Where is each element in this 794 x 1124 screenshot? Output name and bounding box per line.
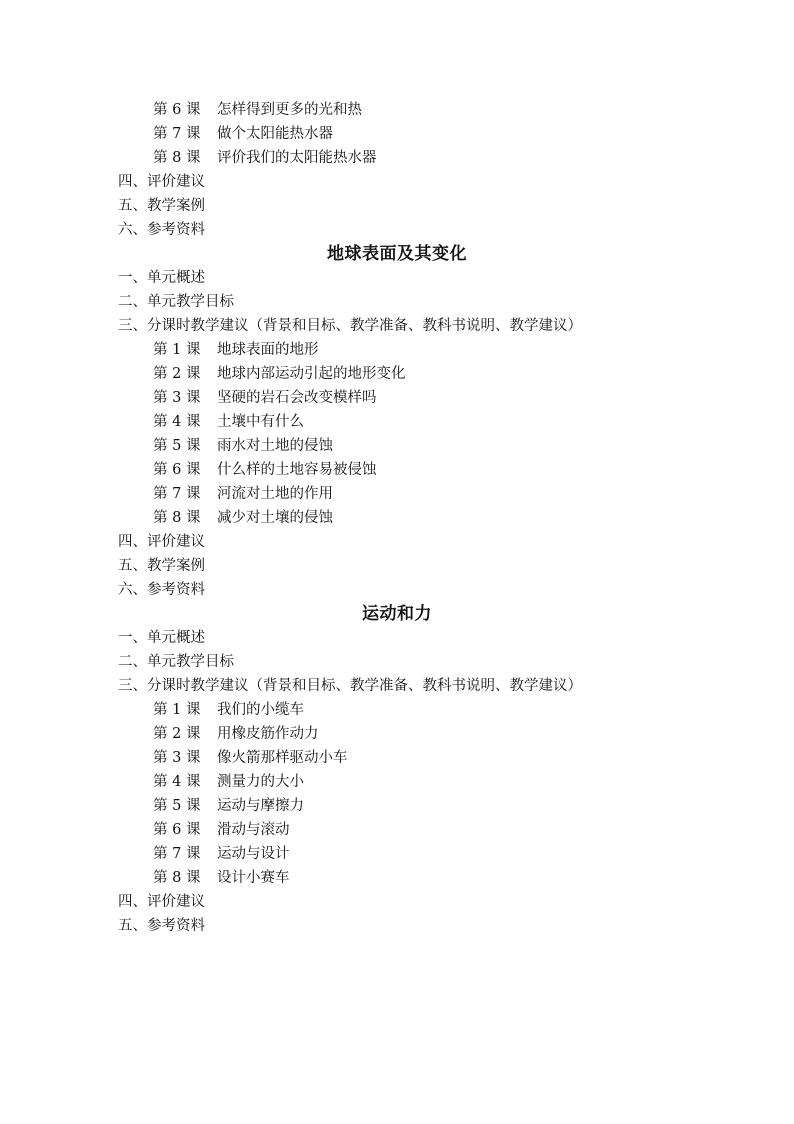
- lesson-title: 运动与摩擦力: [217, 798, 304, 814]
- lesson-line: [0, 386, 794, 410]
- lesson-number: 第 5 课: [153, 798, 201, 814]
- lesson-number: 第 2 课: [153, 366, 201, 382]
- lesson-line: [0, 770, 794, 794]
- lesson-number: 第 6 课: [153, 462, 201, 478]
- lesson-title: 地球内部运动引起的地形变化: [217, 366, 406, 382]
- section-item: 二、单元教学目标: [118, 294, 234, 310]
- unit-title: 运动和力: [362, 604, 432, 624]
- section-item: 五、教学案例: [118, 198, 205, 214]
- lesson-title: 什么样的土地容易被侵蚀: [217, 462, 377, 478]
- lesson-line: [0, 146, 794, 170]
- lesson-number: 第 7 课: [153, 126, 201, 142]
- lesson-line: [0, 482, 794, 506]
- lesson-title: 怎样得到更多的光和热: [217, 102, 362, 118]
- lesson-title: 河流对土地的作用: [217, 486, 333, 502]
- lesson-title: 用橡皮筋作动力: [217, 726, 319, 742]
- lesson-title: 地球表面的地形: [217, 342, 319, 358]
- lesson-number: 第 7 课: [153, 486, 201, 502]
- lesson-number: 第 3 课: [153, 390, 201, 406]
- section-item: 四、评价建议: [118, 174, 205, 190]
- lesson-line: [0, 722, 794, 746]
- lesson-title: 做个太阳能热水器: [217, 126, 333, 142]
- lesson-number: 第 2 课: [153, 726, 201, 742]
- lesson-number: 第 8 课: [153, 510, 201, 526]
- lesson-line: [0, 698, 794, 722]
- lesson-line: [0, 866, 794, 890]
- lesson-title: 我们的小缆车: [217, 702, 304, 718]
- lesson-number: 第 3 课: [153, 750, 201, 766]
- document-page: [0, 98, 794, 938]
- lesson-number: 第 7 课: [153, 846, 201, 862]
- lesson-title: 土壤中有什么: [217, 414, 304, 430]
- lesson-number: 第 8 课: [153, 870, 201, 886]
- section-item: 五、教学案例: [118, 558, 205, 574]
- section-item: 四、评价建议: [118, 534, 205, 550]
- lesson-title: 滑动与滚动: [217, 822, 290, 838]
- lesson-number: 第 4 课: [153, 414, 201, 430]
- lesson-line: [0, 434, 794, 458]
- lesson-line: [0, 98, 794, 122]
- lesson-line: [0, 338, 794, 362]
- section-item: 六、参考资料: [118, 222, 205, 238]
- lesson-line: [0, 122, 794, 146]
- section-item: 三、分课时教学建议（背景和目标、教学准备、教科书说明、教学建议）: [118, 318, 582, 334]
- lesson-line: [0, 818, 794, 842]
- section-item: 六、参考资料: [118, 582, 205, 598]
- lesson-number: 第 1 课: [153, 342, 201, 358]
- lesson-line: [0, 506, 794, 530]
- lesson-title: 设计小赛车: [217, 870, 290, 886]
- lesson-number: 第 6 课: [153, 102, 201, 118]
- section-item: 一、单元概述: [118, 270, 205, 286]
- lesson-number: 第 1 课: [153, 702, 201, 718]
- lesson-title: 减少对土壤的侵蚀: [217, 510, 333, 526]
- unit-title: 地球表面及其变化: [327, 244, 467, 264]
- lesson-title: 测量力的大小: [217, 774, 304, 790]
- lesson-title: 评价我们的太阳能热水器: [217, 150, 377, 166]
- lesson-line: [0, 842, 794, 866]
- lesson-number: 第 6 课: [153, 822, 201, 838]
- lesson-title: 运动与设计: [217, 846, 290, 862]
- section-item: 四、评价建议: [118, 894, 205, 910]
- lesson-number: 第 5 课: [153, 438, 201, 454]
- lesson-line: [0, 746, 794, 770]
- lesson-line: [0, 794, 794, 818]
- lesson-line: [0, 362, 794, 386]
- lesson-number: 第 8 课: [153, 150, 201, 166]
- section-item: 二、单元教学目标: [118, 654, 234, 670]
- section-item: 一、单元概述: [118, 630, 205, 646]
- lesson-line: [0, 458, 794, 482]
- lesson-title: 雨水对土地的侵蚀: [217, 438, 333, 454]
- section-item: 三、分课时教学建议（背景和目标、教学准备、教科书说明、教学建议）: [118, 678, 582, 694]
- lesson-title: 像火箭那样驱动小车: [217, 750, 348, 766]
- lesson-title: 坚硬的岩石会改变模样吗: [217, 390, 377, 406]
- section-item: 五、参考资料: [118, 918, 205, 934]
- lesson-number: 第 4 课: [153, 774, 201, 790]
- lesson-line: [0, 410, 794, 434]
